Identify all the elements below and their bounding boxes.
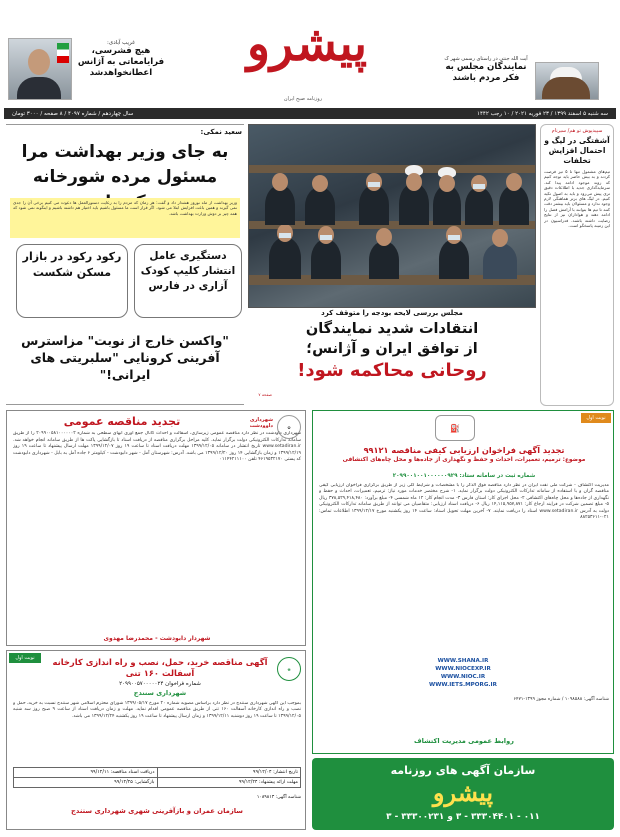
vaccine-headline[interactable]: "واکسن خارج از نوبت" مزاسترس آفرینی کرونایی "سلبریتی های ایرانی!" [21,333,229,382]
right-teaser-kicker: آیت الله جنتی در راستای رسمی شهر ک [444,56,528,62]
tender-ad-nioc[interactable] [312,410,614,754]
tender2-tag: نوبت اول [9,653,41,663]
right-teaser[interactable] [440,56,532,84]
nioc-title: تجدید آگهی فراخوان ارزیابی کیفی مناقصه ۹۹۱۲۱ [363,445,565,455]
tender2-notice-id: شناسه آگهی: ۱۰۸۹۸۱۳ [256,795,301,800]
nioc-url[interactable]: WWW.IETS.MPORG.IR [429,682,497,688]
tender-ad-sanandaj[interactable] [6,650,306,830]
newspaper-logo: پیشرو [246,16,368,72]
right-portrait [535,62,599,100]
nioc-url[interactable]: WWW.NIOCEXP.IR [435,666,491,672]
tender2-cell: دریافت اسناد مناقصه: ۹۹/۱۲/۱۱ [90,770,155,775]
municipality-emblem-icon: ✿ [277,415,301,439]
issue-line: سال چهاردهم / شماره ۴۰۹۷ / ۸ صفحه / ۳۰۰۰ تومان [12,110,134,117]
nioc-ids: شناسه آگهی: ۱۰۹۸۵۸۸ / شماره مجوز ۱۳۹۹-۶۴۷۱ [513,697,609,702]
sanandaj-emblem-icon: ❀ [277,657,301,681]
classified-logo: پیشرو [432,778,494,807]
tender-ad-davoodasht[interactable] [6,410,306,646]
iran-flag-icon [57,43,69,63]
section-rule [6,404,244,405]
left-teaser-kicker: غریب آبادی: [107,40,135,46]
logo-subtitle: روزنامه صبح ایران [283,96,323,102]
classified-phone[interactable]: ۰۱۱ - ۳۳۳۰۴۴۰۱ - ۳ و ۳۳۳۰۰۲۳۱ - ۳ [386,812,540,822]
left-teaser[interactable] [76,40,166,79]
tender2-title: آگهی مناقصه خرید، حمل، نصب و راه اندازی کارخانه آسفالت ۱۶۰ تنی [52,657,268,678]
tender2-org: شهرداری سنندج [133,689,187,697]
left-teaser-headline: هیچ فشرسی، فرایامعاتی به آژانس اعطانخواهدشد [77,46,165,78]
tender2-body: بموجب این آگهی شهرداری سنندج در نظر دارد براساس مصوبه شماره ۲۰ مورخ ۱۳۹۹/۰۵/۱۷ شورای محترم اسلامی شهر سنندج نسبت به خرید، حمل و نصب و راه اندازی کارخانه آسفالت ۱۶۰ تنی از طریق مناقصه عمومی اقدام نماید. مهلت و زمان دریافت اسناد از ساعت ۹ صبح روز سه شنبه ۱۳۹۹/۱۲/۰۵ تا ساعت ۱۹ روز دوشنبه ۱۳۹۹/۱۲/۱۱ و زمان ارسال پیشنهاد تا ساعت ۱۹ روز یکشنبه ۱۳۹۹/۱۲/۲۴ می باشد. [13,701,301,719]
tender2-footer: سازمان عمران و بازآفرینی شهری شهرداری سنندج [71,807,243,815]
story-box-right[interactable] [134,244,242,318]
nioc-urls [373,657,553,689]
center-headline[interactable] [250,319,534,383]
tender2-table [13,767,301,788]
nioc-subtitle: موضوع: ترمیم، تعمیرات، احداث و حفظ و نگهداری از جاده‌ها و محل چاه‌های اکتشافی [342,457,586,463]
tender2-number: شماره فراخوان ۲۰۹۹۰۰۵۷۰۰۰۰۰۲۴ [119,681,201,687]
masthead [0,0,620,120]
nioc-url[interactable]: WWW.NIOC.IR [440,674,486,680]
nioc-logo-icon: ⛽ [435,415,475,441]
nioc-body: مدیریت اکتشاف - شرکت ملی نفت ایران در نظر دارد مناقصه فوق الذکر را با مشخصات و شرایط کلی زیر از طریق برگزاری فراخوان ارزیابی کیفی مناقصه گران و با استفاده از سامانه تدارکات الکترونیکی دولت برگزار نماید. ۱- شرح مختصر خدمات مورد نیاز: ترمیم، تعمیرات، احداث و حفظ و نگهداری از جاده‌ها و محل چاه‌های اکتشافی ۲- محل اجرای کار: استان فارس ۳- مدت انجام کار: ۱۲ ماه شمسی ۴- مبلغ برآورد: ۳۷۸,۵۲۹,۴۱۸,۴۸۰ ریال ۵- مبلغ تضمین شرکت در فرایند ارجاع کار: ۱۴,۱۱۵,۹۵۷,۸۷۱ ریال ۶- دریافت اسناد ارزیابی: متقاضیان می توانند از طریق سامانه تدارکات الکترونیکی دولت به آدرس www.setadiran.ir اسناد را دریافت نمایند. ۷- آخرین مهلت تحویل اسناد: ساعت ۱۴ روز یکشنبه مورخ ۱۳۹۹/۱۲/۱۷ اطلاعات تماس: ۰۲۱-۸۸۲۵۳۶۱۱ [319,483,609,521]
date-bar [4,108,616,119]
tender2-cell: بازگشایی: ۹۹/۱۲/۲۵ [114,780,155,785]
center-headline-line-1: انتقادات شدید نمایندگان [305,321,479,337]
lead-headline[interactable]: به جای وزیر بهداشت مرا مسئول مرده شورخانه [21,142,229,187]
lead-body: وزیر بهداشت از ماه نوروز هشدار داد و گفت: هر زمان که مردم را به رعایت دستورالعمل ها دعوت می کنیم برخی آن را جدی نمی گیرند و همین باعث افزایش ابتلا می شود. اگر قرار است ما مسئول باشیم باید اختیار هم داشته باشیم و اینگونه نمی شود که همه چیز بر دوش وزارت بهداشت باشد. [10,198,240,238]
tender2-table-row [13,777,301,788]
tender2-cell: مهلت ارائه پیشنهاد: ۹۹/۱۲/۲۴ [157,778,301,787]
story-box-right-title: دستگیری عامل انتشار کلیپ کودک آزاری در فارس [140,250,236,292]
nioc-setad: شماره ثبت در سامانه ستاد: ۲۰۹۹۰۰۱۰۰۱۰۰۰۰۰۰۹۲۹ [392,473,536,479]
tender-title: تجدید مناقصه عمومی [63,415,181,428]
dateline: سه شنبه ۵ اسفند ۱۳۹۹ / ۲۳ فوریه ۲۰۲۱ / ۱۰ رجب ۱۴۴۲ [477,110,608,117]
classified-ads-box[interactable] [312,758,614,830]
sidebar-kicker: سپیدپوش تو هم/ سیرنام [551,128,603,134]
center-headline-line-2: از توافق ایران و آژانس؛ [306,341,478,357]
center-headline-line-3: روحانی محاکمه شود! [297,360,487,381]
lead-kicker: سعید نمکی: [200,128,242,136]
parliament-photo [248,124,536,308]
classified-title: سازمان آگهی های روزنامه [390,764,536,777]
nioc-url[interactable]: WWW.SHANA.IR [437,658,489,664]
right-teaser-headline: نمایندگان مجلس به فکر مردم باشند [445,62,527,83]
page-marker-center: صفحه ۷ [258,392,272,397]
sidebar-body: تیم‌های مشمول تنها تا ۵ تیر فرصت کردند و به بیش حاضر باید توجه کنیم که روند موجود ادامه پیدا کند. سرمایه‌گذاری جدید با اطلاعات دقیق تری پیش می‌رود و باید به اصول تکیه کنیم. در لیگ های برتر هماهنگی لازم وجود ندارد و مسئولان باید بیشتر دقت کنند تا تیم ها بتوانند با آرامش فصل را ادامه دهند و هواداران نیز از نتایج رضایت داشته باشند. فدراسیون در این زمینه پاسخگو است. [544,169,610,229]
sidebar-headline: آشفتگی در لیگ و احتمال افزایش تخلفات [544,136,610,165]
nioc-tag: نوبت اول [581,413,611,423]
left-portrait [8,38,72,100]
tender2-cell: تاریخ انتشار: ۹۹/۱۲/۰۴ [157,768,301,777]
story-box-left-title: رکود رکود در بازار مسکن شکست [22,250,122,279]
story-box-left[interactable] [16,244,128,318]
center-kicker: مجلس بررسی لایحه بودجه را متوقف کرد [321,309,463,317]
tender-org: شهرداری داوودشت [249,417,273,429]
nioc-footer: روابط عمومی مدیریت اکتشاف [414,737,514,745]
tender2-table-row [13,767,301,777]
tender-signature: شهردار دابودشت - محمدرضا مهدوی [103,635,211,642]
sidebar-story[interactable] [540,124,614,406]
tender-body: شهرداری داودشت در نظر دارد مناقصه عمومی زیرسازی، آسفالت و احداث کانال جمع آوری آبهای سطحی به شماره ۲۰۹۹۰۰۵۸۱۰۰۰۰۰۰۲ را از طریق سامانه تدارکات الکترونیکی دولت برگزار نماید. کلیه مراحل برگزاری مناقصه از دریافت اسناد تا بازگشایی پاکت ها از طریق سامانه انجام خواهد شد. www.setadiran.ir تاریخ انتشار در سامانه ۱۳۹۹/۱۲/۰۵ مهلت دریافت اسناد تا ساعت ۱۹ روز ۱۳۹۹/۱۲/۰۷ مهلت ارسال پیشنهاد تا ساعت ۱۹ روز ۱۳۹۹/۱۲/۱۹ و زمان بازگشایی ۱۴ روز ۱۳۹۹/۱۲/۲۰ می باشد. آدرس: شهرستان آمل - شهر دابودشت - کیلومتر ۶ جاده آمل به بابل - شهرداری دابودشت کد پستی ۴۶۱۹۵۳۲۱۷۰ تلفن ۰۱۱۴۴۲۱۱۱۰۰ [13,431,301,463]
